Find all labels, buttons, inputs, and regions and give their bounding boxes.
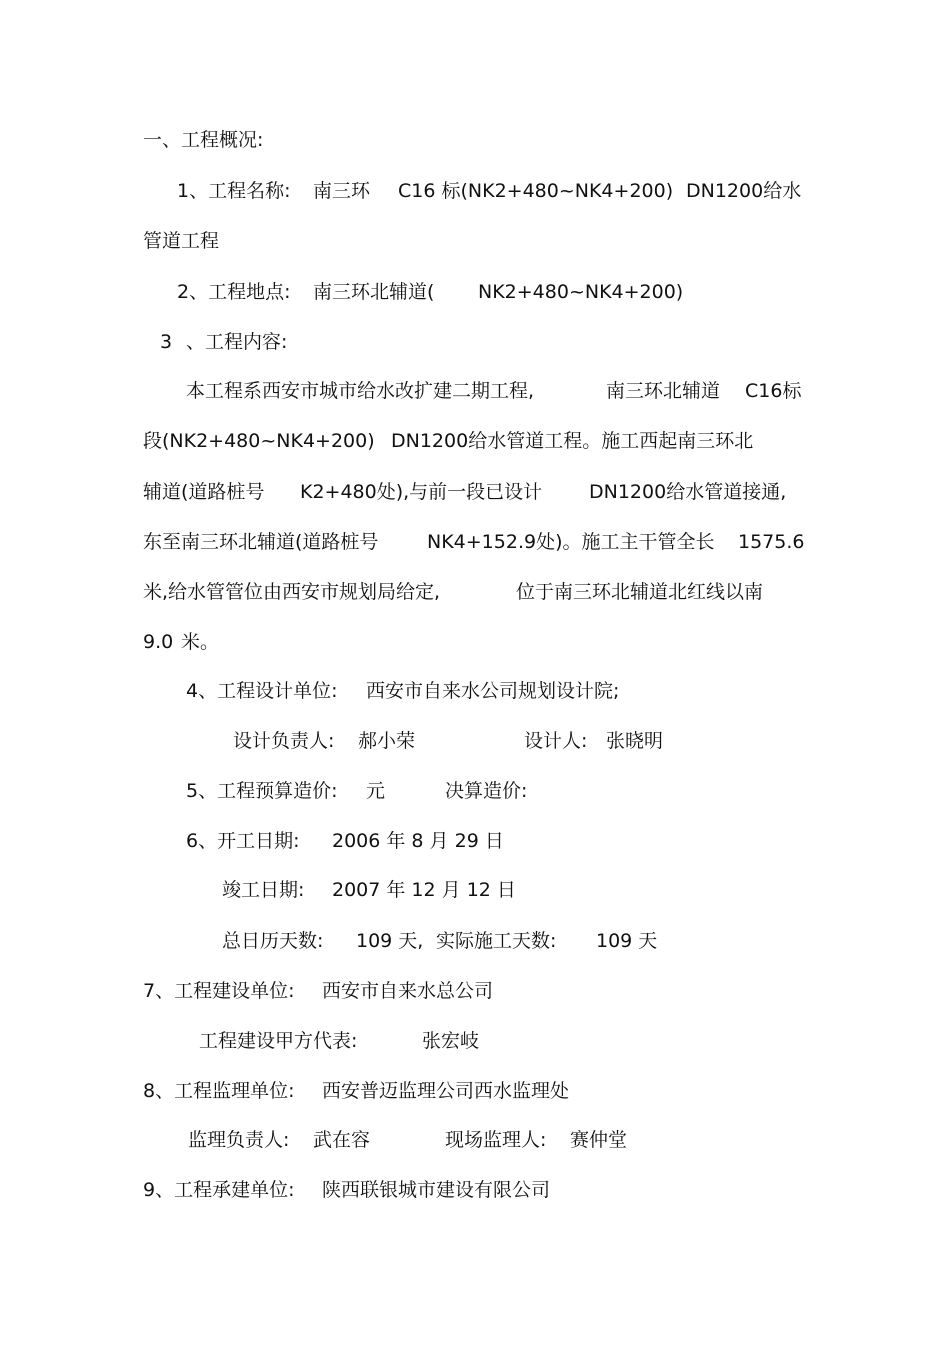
start-date-value: 2006 年 8 月 29 日 [332, 830, 504, 852]
project-content-label: 、工程内容: [186, 331, 288, 353]
supervision-unit-value: 西安普迈监理公司西水监理处 [322, 1080, 570, 1102]
paragraph-text: 辅道(道路桩号 [143, 481, 265, 503]
construction-owner-line [0, 976, 950, 1006]
paragraph-text: K2+480处),与前一段已设计 [300, 481, 543, 503]
paragraph-line-5 [0, 577, 950, 607]
actual-days-label: 实际施工天数: [436, 930, 557, 952]
final-cost-label: 决算造价: [445, 780, 528, 802]
paragraph-text: 位于南三环北辅道北红线以南 [516, 581, 764, 603]
design-lead-value: 郝小荣 [358, 730, 416, 752]
designer-label: 设计人: [524, 730, 588, 752]
supervision-lead-value: 武在容 [313, 1129, 371, 1151]
project-name-line [0, 176, 950, 206]
supervision-staff-line [0, 1125, 950, 1155]
project-name-part-b: C16 标(NK2+480~NK4+200) [398, 180, 674, 202]
site-supervisor-value: 赛仲堂 [570, 1129, 628, 1151]
project-location-part-a: 南三环北辅道( [313, 281, 435, 303]
paragraph-text: 1575.6 [738, 531, 805, 553]
supervision-unit-line [0, 1076, 950, 1106]
contractor-label: 9、工程承建单位: [143, 1179, 295, 1201]
paragraph-line-6 [0, 627, 950, 657]
design-unit-label: 4、工程设计单位: [186, 680, 338, 702]
project-name-line-2 [0, 226, 950, 256]
paragraph-line-3 [0, 477, 950, 507]
paragraph-text: DN1200给水管道工程。施工西起南三环北 [391, 430, 754, 452]
owner-rep-value: 张宏岐 [422, 1030, 480, 1052]
total-days-label: 总日历天数: [222, 930, 324, 952]
project-name-label: 1、工程名称: [177, 180, 291, 202]
days-line [0, 926, 950, 956]
section-title-line [0, 125, 950, 155]
project-location-line [0, 277, 950, 307]
paragraph-text: 米。 [181, 631, 220, 653]
paragraph-text: 南三环北辅道 [606, 380, 721, 402]
paragraph-text: DN1200给水管道接通, [589, 481, 787, 503]
contractor-value: 陕西联银城市建设有限公司 [322, 1179, 551, 1201]
actual-days-value: 109 天 [596, 930, 658, 952]
paragraph-text: 9.0 [143, 631, 174, 653]
end-date-label: 竣工日期: [222, 879, 305, 901]
construction-owner-label: 7、工程建设单位: [143, 980, 295, 1002]
designer-value: 张晓明 [606, 730, 664, 752]
budget-value: 元 [366, 780, 386, 802]
paragraph-text: 本工程系西安市城市给水改扩建二期工程, [186, 380, 535, 402]
supervision-lead-label: 监理负责人: [188, 1129, 290, 1151]
project-content-line [0, 327, 950, 357]
section-title: 一、工程概况: [143, 129, 264, 151]
start-date-line [0, 826, 950, 856]
end-date-value: 2007 年 12 月 12 日 [332, 879, 516, 901]
paragraph-text: 段(NK2+480~NK4+200) [143, 430, 375, 452]
project-content-number: 3 [160, 331, 173, 353]
paragraph-text: C16标 [745, 380, 802, 402]
construction-owner-value: 西安市自来水总公司 [322, 980, 494, 1002]
contractor-line [0, 1175, 950, 1205]
design-unit-value: 西安市自来水公司规划设计院; [366, 680, 620, 702]
owner-rep-label: 工程建设甲方代表: [199, 1030, 358, 1052]
paragraph-text: NK4+152.9处)。施工主干管全长 [427, 531, 715, 553]
project-name-part-c: DN1200给水 [686, 180, 802, 202]
budget-label: 5、工程预算造价: [186, 780, 338, 802]
paragraph-line-1 [0, 376, 950, 406]
design-staff-line [0, 726, 950, 756]
paragraph-line-2 [0, 426, 950, 456]
owner-rep-line [0, 1026, 950, 1056]
total-days-value: 109 天, [356, 930, 424, 952]
design-unit-line [0, 676, 950, 706]
project-location-part-b: NK2+480~NK4+200) [478, 281, 684, 303]
project-name-part-a: 南三环 [313, 180, 371, 202]
end-date-line [0, 875, 950, 905]
paragraph-text: 米,给水管管位由西安市规划局给定, [143, 581, 441, 603]
project-location-label: 2、工程地点: [177, 281, 291, 303]
project-name-part-d: 管道工程 [143, 230, 220, 252]
design-lead-label: 设计负责人: [233, 730, 335, 752]
supervision-unit-label: 8、工程监理单位: [143, 1080, 295, 1102]
paragraph-text: 东至南三环北辅道(道路桩号 [143, 531, 379, 553]
paragraph-line-4 [0, 527, 950, 557]
site-supervisor-label: 现场监理人: [445, 1129, 547, 1151]
start-date-label: 6、开工日期: [186, 830, 300, 852]
cost-line [0, 776, 950, 806]
